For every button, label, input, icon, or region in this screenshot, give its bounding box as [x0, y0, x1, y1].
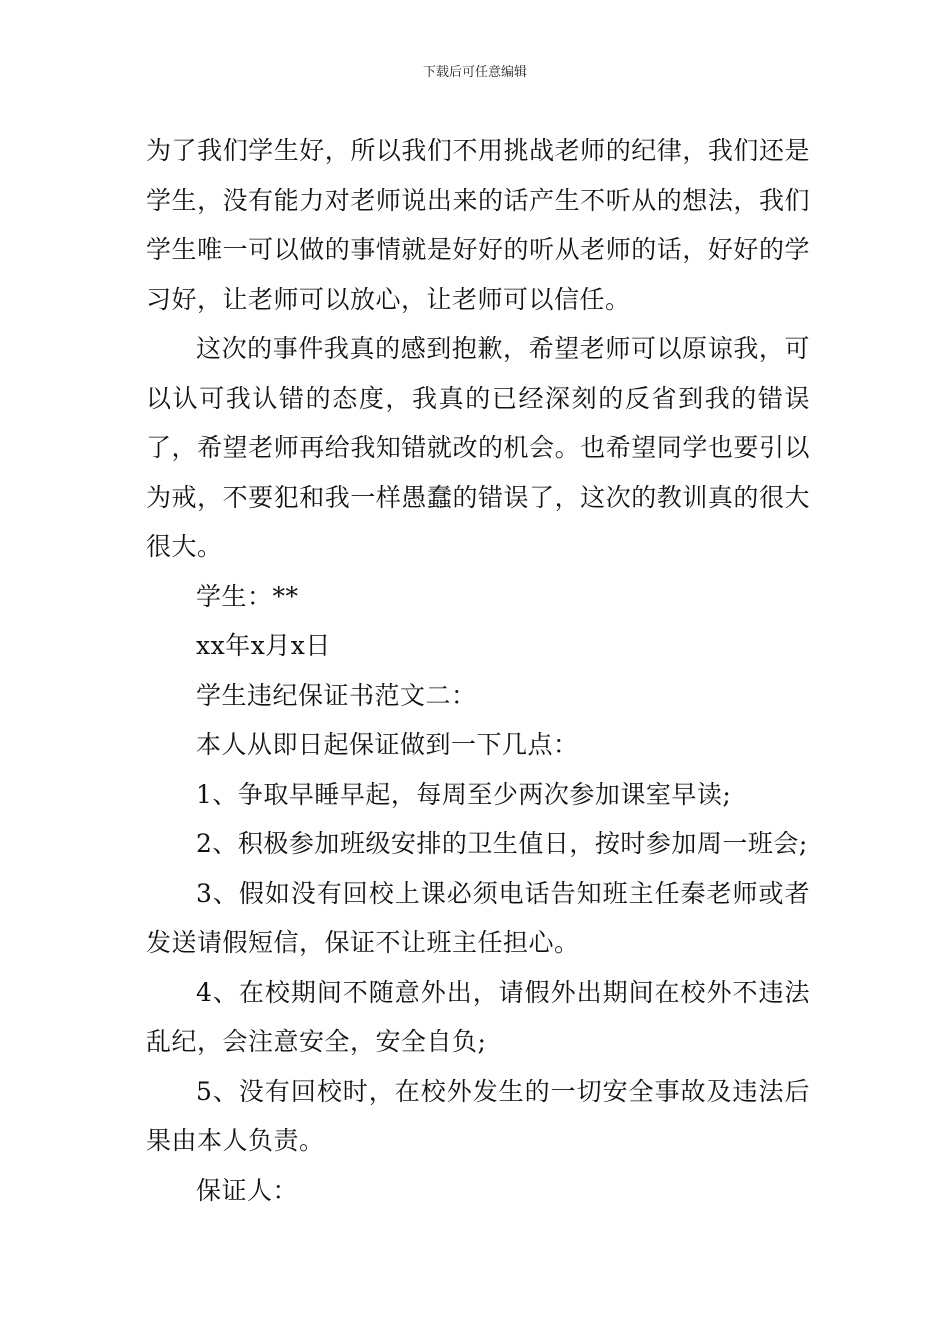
signature-date: xx年x月x日: [196, 631, 331, 660]
list-item-2: 2、积极参加班级安排的卫生值日，按时参加周一班会;: [196, 829, 808, 858]
list-item-5: 5、没有回校时，在校外发生的一切安全事故及违法后果由本人负责。: [146, 1076, 810, 1155]
signature-guarantor: 保证人：: [196, 1175, 299, 1205]
paragraph-intro: 本人从即日起保证做到一下几点：: [196, 730, 579, 759]
section-title: 学生违纪保证书范文二：: [196, 680, 477, 710]
page-header-note: 下载后可任意编辑: [422, 65, 527, 80]
list-item-4: 4、在校期间不随意外出，请假外出期间在校外不违法乱纪，会注意安全，安全自负;: [146, 977, 810, 1056]
paragraph-apology: 这次的事件我真的感到抱歉，希望老师可以原谅我，可以认可我认错的态度，我真的已经深刻的反省到我的错误了，希望老师再给我知错就改的机会。也希望同学也要引以为戒，不要犯和我一样愚蠢的错误了，这次的教训真的很大很大。: [146, 334, 810, 561]
list-item-3: 3、假如没有回校上课必须电话告知班主任秦老师或者发送请假短信，保证不让班主任担心。: [146, 878, 810, 957]
document-body: [146, 126, 810, 1215]
paragraph-continuation: 为了我们学生好，所以我们不用挑战老师的纪律，我们还是学生，没有能力对老师说出来的话产生不听从的想法，我们学生唯一可以做的事情就是好好的听从老师的话，好好的学习好，让老师可以放心，让老师可以信任。: [146, 136, 810, 314]
signature-student: 学生：**: [196, 581, 299, 611]
list-item-1: 1、争取早睡早起，每周至少两次参加课室早读;: [196, 779, 732, 809]
